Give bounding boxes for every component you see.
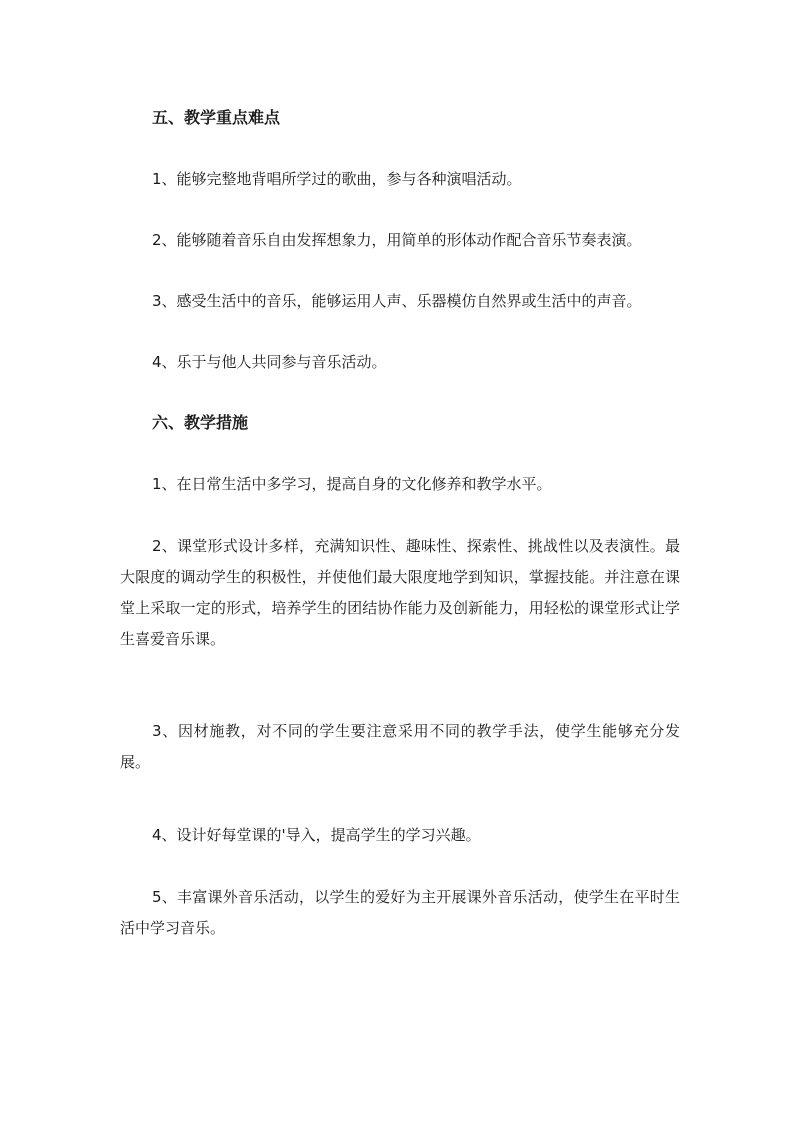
section-6-item-3: 3、因材施教，对不同的学生要注意采用不同的教学手法，使学生能够充分发展。	[120, 722, 680, 771]
section-5-item-4: 4、乐于与他人共同参与音乐活动。	[152, 353, 387, 371]
section-6-item-4: 4、设计好每堂课的'导入，提高学生的学习兴趣。	[152, 826, 481, 844]
section-6-item-2: 2、课堂形式设计多样，充满知识性、趣味性、探索性、挑战性以及表演性。最大限度的调动学生的积极性，并使他们最大限度地学到知识，掌握技能。并注意在课堂上采取一定的形式，培养学生的团结协作能力及创新能力，用轻松的课堂形式让学生喜爱音乐课。	[120, 537, 680, 648]
section-5-item-2: 2、能够随着音乐自由发挥想象力，用简单的形体动作配合音乐节奏表演。	[152, 231, 642, 249]
section-6-heading: 六、教学措施	[152, 413, 249, 432]
section-6-item-5: 5、丰富课外音乐活动，以学生的爱好为主开展课外音乐活动，使学生在平时生活中学习音乐。	[120, 888, 680, 937]
section-5-item-1: 1、能够完整地背唱所学过的歌曲，参与各种演唱活动。	[152, 170, 522, 188]
section-5-item-3: 3、感受生活中的音乐，能够运用人声、乐器模仿自然界或生活中的声音。	[152, 292, 642, 310]
section-6-item-1: 1、在日常生活中多学习，提高自身的文化修养和教学水平。	[152, 475, 552, 493]
section-5-heading: 五、教学重点难点	[152, 108, 281, 127]
